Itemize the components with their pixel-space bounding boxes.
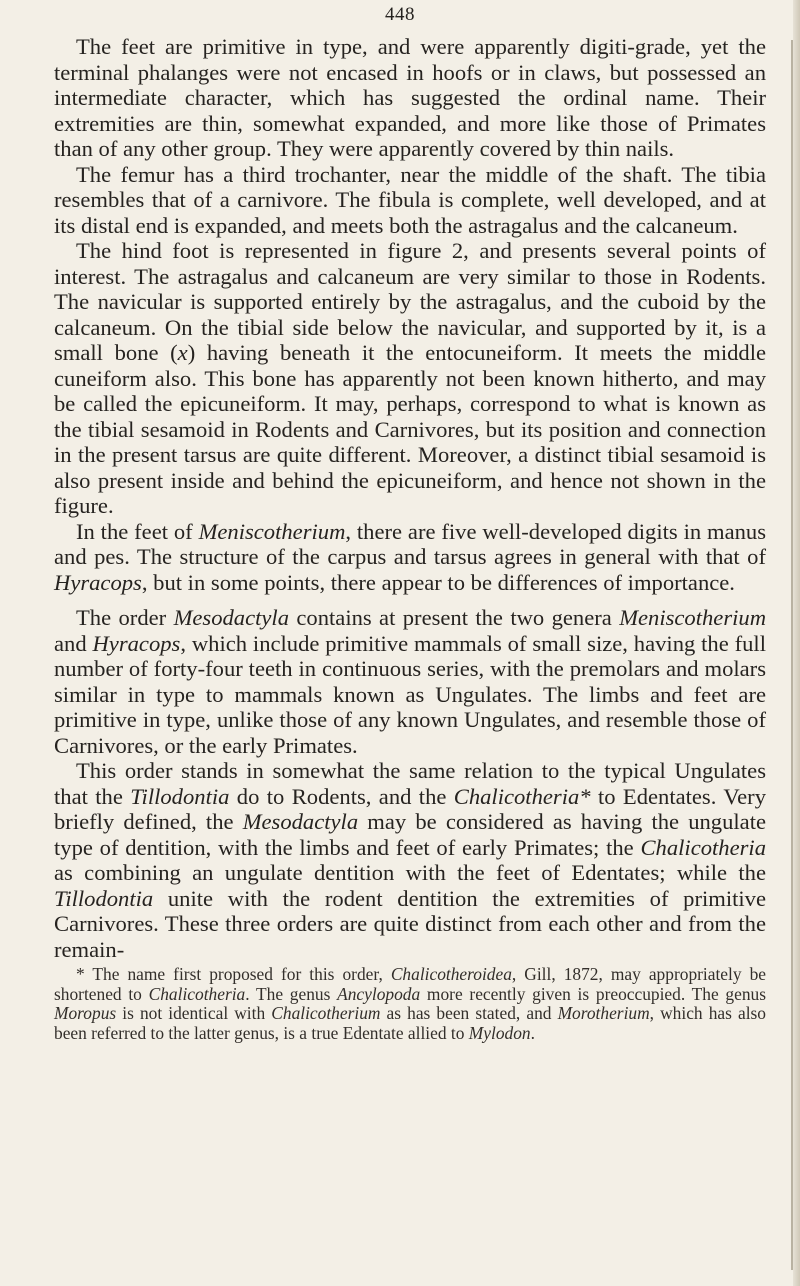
text-run: do to Rodents, and the xyxy=(229,783,454,809)
text-run: more recently given is preoccupied. The genus xyxy=(420,983,766,1004)
text-run: is not identical with xyxy=(116,1003,272,1024)
text-run: * The name first proposed for this order, xyxy=(76,964,391,984)
page-number: 448 xyxy=(385,4,415,25)
italic-text: Chalicotheroidea xyxy=(390,964,512,984)
paragraph-order-relation xyxy=(54,758,766,962)
italic-text: Meniscotherium xyxy=(619,605,767,630)
text-run: The femur has a third trochanter, near the middle of the shaft. The tibia resembles that of a carnivore. The fibula is complete, well developed, and at its distal end is expanded, and meets both the astragalus and the calcaneum. xyxy=(54,161,766,238)
paragraph-feet xyxy=(54,34,766,162)
italic-text: Tillodontia xyxy=(130,783,230,809)
text-run: The order xyxy=(76,605,174,630)
text-run: In the feet of xyxy=(76,518,199,544)
italic-text: Tillodontia xyxy=(54,885,154,911)
text-run: ) having beneath it the entocuneiform. It meets the middle cuneiform also. This bone has apparently not been known hitherto, and may be called the epicuneiform. It may, perhaps, correspond to what is known as the tibial sesamoid in Rodents and Carnivores, but its position and connection in the present tarsus are quite different. Moreover, a distinct tibial sesamoid is also present inside and behind the epicuneiform, and hence not shown in the figure. xyxy=(54,340,766,518)
italic-text: Morotherium xyxy=(557,1003,650,1024)
italic-text: x xyxy=(177,340,188,365)
italic-text: Meniscotherium xyxy=(198,518,346,544)
text-run: This order stands in somewhat the same relation to the typical Ungulates that the xyxy=(54,758,766,809)
italic-text: Moropus xyxy=(54,1003,117,1024)
paragraph-list xyxy=(54,34,766,962)
text-run: may be considered as having the ungulate type of dentition, with the limbs and feet of early Primates; the xyxy=(54,809,767,860)
paragraph-hind-foot xyxy=(54,238,766,519)
text-run: as combining an ungulate dentition with the feet of Edentates; while the xyxy=(54,860,766,885)
text-run: , there are five well-developed digits in manus and pes. The structure of the carpus and tarsus agrees in general with that of xyxy=(54,518,766,569)
italic-text: Hyracops xyxy=(92,630,181,656)
italic-text: Chalicotheria xyxy=(148,983,246,1004)
text-run: contains at present the two genera xyxy=(289,605,620,630)
paragraph-femur xyxy=(54,162,766,239)
text-run: as has been stated, and xyxy=(380,1003,558,1024)
text-run: and xyxy=(54,630,93,656)
text-run: to Edentates. Very briefly defined, the xyxy=(54,783,766,834)
paragraph-mesodactyla xyxy=(54,605,766,758)
text-run: , which has also been referred to the latter genus, is a true Edentate allied to xyxy=(54,1003,767,1043)
italic-text: Chalicotheria xyxy=(640,834,766,860)
text-run: , but in some points, there appear to be differences of importance. xyxy=(141,569,735,595)
text-run: The hind foot is represented in figure 2, and presents several points of interest. The astragalus and calcaneum are very similar to those in Rodents. The navicular is supported entirely by the astragalus, and the cuboid by the calcaneum. On the tibial side below the navicular, and supported by it, is a small bone ( xyxy=(54,238,766,365)
italic-text: Mylodon xyxy=(468,1022,531,1043)
text-run: , Gill, 1872, may appropriately be shortened to xyxy=(54,964,766,1004)
text-run: . The genus xyxy=(245,983,338,1004)
italic-text: Mesodactyla xyxy=(242,809,359,834)
italic-text: Mesodactyla xyxy=(173,605,290,630)
body-text xyxy=(54,34,766,1043)
paragraph-meniscotherium-feet xyxy=(54,519,766,596)
text-run: The feet are primitive in type, and were apparently digiti-grade, yet the terminal phalanges were not encased in hoofs or in claws, but possessed an intermediate character, which has suggested the ordinal name. Their extremities are thin, somewhat expanded, and more like those of Primates than of any other group. They were apparently covered by thin nails. xyxy=(54,34,766,161)
page-edge xyxy=(793,0,800,1286)
italic-text: Hyracops xyxy=(54,569,142,595)
italic-text: Chalicotherium xyxy=(271,1003,381,1024)
italic-text: Chalicotheria* xyxy=(453,783,591,809)
footnote xyxy=(54,965,766,1043)
italic-text: Ancylopoda xyxy=(337,983,421,1004)
text-run: unite with the rodent dentition the extremities of primitive Carnivores. These three orders are quite distinct from each other and from the remain- xyxy=(54,885,766,962)
text-run: . xyxy=(530,1022,535,1043)
text-run: , which include primitive mammals of small size, having the full number of forty-four teeth in continuous series, with the premolars and molars similar in type to mammals known as Ungulates. The limbs and feet are primitive in type, unlike those of any known Ungulates, and resemble those of Carnivores, or the early Primates. xyxy=(54,630,766,758)
